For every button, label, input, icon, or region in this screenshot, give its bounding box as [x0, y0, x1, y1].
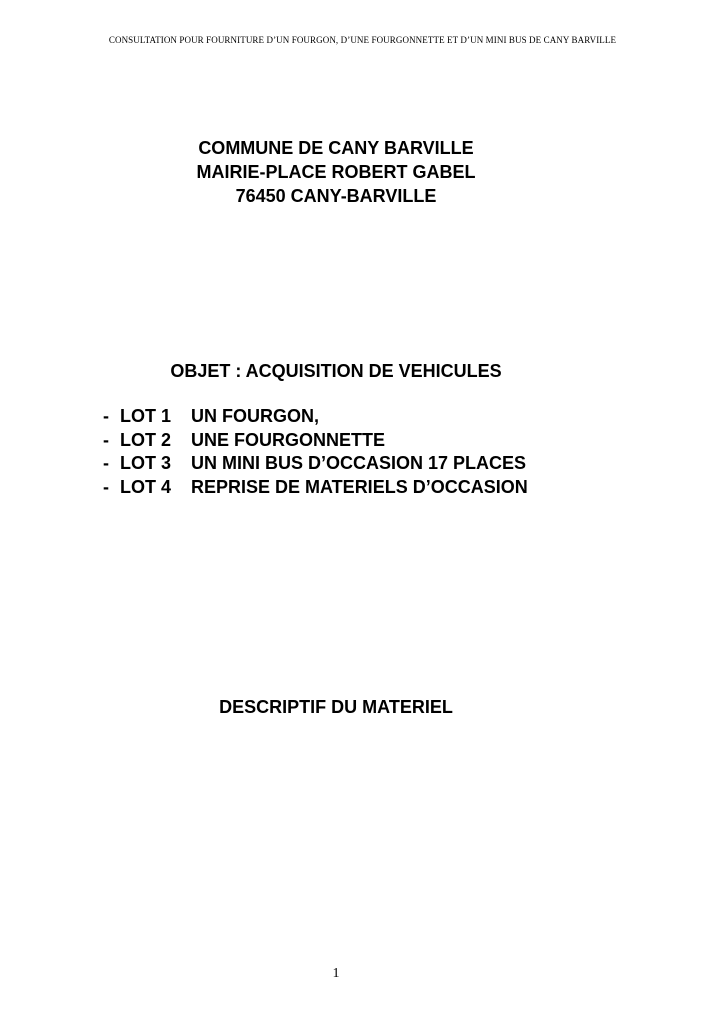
mairie-address: MAIRIE-PLACE ROBERT GABEL: [196, 162, 476, 182]
lot-label: UNE FOURGONNETTE: [191, 429, 386, 450]
lot-dash: -: [103, 453, 109, 473]
lot-number: LOT 4: [120, 476, 172, 497]
commune-name: COMMUNE DE CANY BARVILLE: [198, 138, 474, 158]
lot-label: REPRISE DE MATERIELS D’OCCASION: [191, 476, 528, 497]
page-number: 1: [332, 966, 340, 981]
section-title: DESCRIPTIF DU MATERIEL: [219, 697, 453, 717]
lots-list: [103, 405, 528, 499]
lot-number: LOT 3: [120, 453, 172, 473]
address-block: [0, 136, 672, 208]
lot-item-2: [103, 429, 528, 453]
lot-number: LOT 1: [120, 406, 172, 426]
postal-city: 76450 CANY-BARVILLE: [235, 186, 437, 206]
running-header: CONSULTATION POUR FOURNITURE D’UN FOURGON, D’UNE FOURGONNETTE ET D’UN MINI BUS DE CANY BARVILLE: [108, 35, 617, 45]
lot-dash: -: [103, 429, 109, 450]
lot-item-1: [103, 405, 528, 429]
lot-number: LOT 2: [120, 429, 172, 450]
lot-item-3: [103, 452, 528, 476]
lot-label: UN FOURGON,: [191, 406, 319, 426]
lot-item-4: [103, 476, 528, 500]
lot-dash: -: [103, 406, 109, 426]
lot-dash: -: [103, 476, 109, 497]
lot-label: UN MINI BUS D’OCCASION 17 PLACES: [191, 453, 527, 473]
object-title: OBJET : ACQUISITION DE VEHICULES: [170, 361, 502, 381]
